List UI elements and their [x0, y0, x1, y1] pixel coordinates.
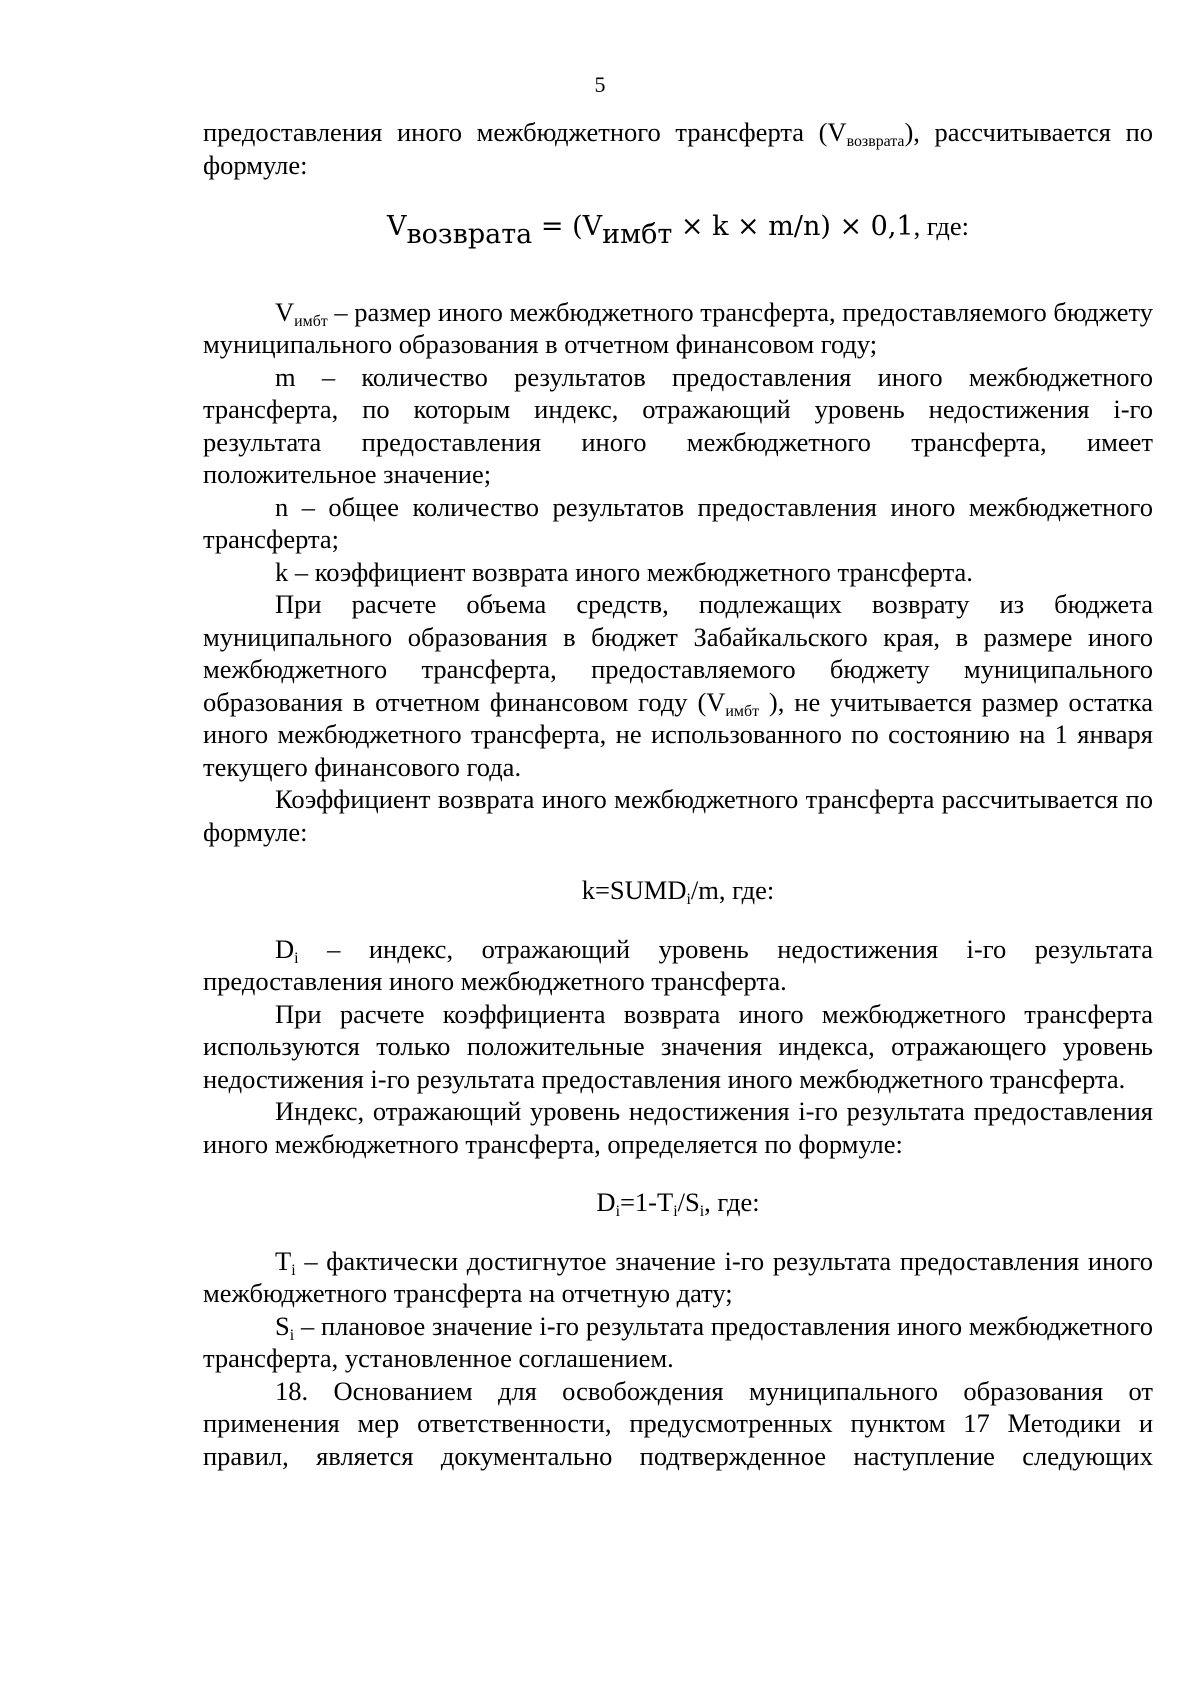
- formula-1-v-subscript: возврата: [406, 219, 533, 251]
- definition-ti: [203, 1245, 1153, 1310]
- formula-2-subscript: i: [686, 890, 691, 908]
- formula-3-s-subscript: i: [699, 1202, 705, 1220]
- paragraph-index: Индекс, отражающий уровень недостижения i-го результата предоставления иного межбюджетного трансферта, определяется по формуле:: [203, 1096, 1153, 1159]
- def-si-symbol: S: [275, 1310, 290, 1341]
- page-number: 5: [594, 72, 606, 97]
- formula-1-v: V: [386, 211, 407, 242]
- intro-subscript: возврата: [846, 132, 905, 150]
- formula-1-tail: , где:: [913, 211, 970, 241]
- definition-n: n – общее количество результатов предоставления иного межбюджетного трансферта;: [203, 491, 1153, 554]
- def-di-subscript: i: [294, 949, 299, 967]
- def-ti-text: – фактически достигнутое значение i-го результата предоставления иного межбюджетного трансферта на отчетную дату;: [203, 1245, 1153, 1308]
- formula-index: [203, 1186, 1153, 1219]
- para-calc-text-b: ), не учитывается размер остатка иного межбюджетного трансферта, не использованного по состоянию на 1 января текущего финансового года.: [203, 686, 1153, 782]
- formula-1-imbt-subscript: имбт: [602, 219, 673, 251]
- def-di-text: – индекс, отражающий уровень недостижения i-го результата предоставления иного межбюджетного трансферта.: [203, 933, 1153, 996]
- def-v-imbt-text: – размер иного межбюджетного трансферта, предоставляемого бюджету муниципального образования в отчетном финансовом году;: [203, 296, 1153, 359]
- formula-coefficient: [203, 874, 1153, 907]
- formula-3-t-subscript: i: [673, 1202, 678, 1220]
- def-ti-subscript: i: [291, 1261, 296, 1279]
- def-si-text: – плановое значение i-го результата предоставления иного межбюджетного трансферта, установленное соглашением.: [203, 1310, 1153, 1373]
- definition-m: m – количество результатов предоставления иного межбюджетного трансферта, по которым индекс, отражающий уровень недостижения i-го результата предоставления иного межбюджетного трансферта, имеет положительное значение;: [203, 361, 1153, 489]
- formula-3-tail: , где:: [704, 1187, 760, 1217]
- def-di-symbol: D: [275, 933, 295, 964]
- def-v-imbt-symbol: V: [275, 296, 295, 327]
- formula-1-eq: = (V: [532, 211, 603, 242]
- formula-3-d: D: [596, 1187, 616, 1217]
- intro-text-a: предоставления иного межбюджетного трансферта (V: [203, 117, 847, 147]
- definition-v-imbt: [203, 296, 1153, 361]
- formula-return-volume: [203, 210, 1153, 251]
- paragraph-18: 18. Основанием для освобождения муниципального образования от применения мер ответственности, предусмотренных пунктом 17 Методики и правил, является документально подтвержденное наступление следующих: [203, 1375, 1153, 1471]
- formula-2-a: k=SUMD: [581, 875, 687, 905]
- paragraph-calculation: [203, 588, 1153, 783]
- def-ti-symbol: T: [275, 1245, 292, 1276]
- formula-1-rest: × k × m/n) × 0,1: [672, 211, 914, 242]
- intro-paragraph: [203, 116, 1153, 181]
- para-calc-subscript: имбт: [725, 702, 760, 720]
- def-si-subscript: i: [289, 1326, 295, 1344]
- paragraph-positive-values: При расчете коэффициента возврата иного межбюджетного трансферта используются только положительные значения индекса, отражающего уровень недостижения i-го результата предоставления иного межбюджетного трансферта.: [203, 998, 1153, 1094]
- paragraph-coefficient: Коэффициент возврата иного межбюджетного трансферта рассчитывается по формуле:: [203, 784, 1153, 847]
- def-v-imbt-subscript: имбт: [294, 312, 328, 330]
- para-calc-text-a: При расчете объема средств, подлежащих возврату из бюджета муниципального образования в бюджет Забайкальского края, в размере иного межбюджетного трансферта, предоставляемого бюджету муниципального образования в отчетном финансовом году (V: [203, 589, 1153, 717]
- definition-k: k – коэффициент возврата иного межбюджетного трансферта.: [275, 556, 973, 587]
- formula-2-b: /m, где:: [690, 875, 775, 905]
- document-body: [203, 116, 1153, 1472]
- formula-3-slash: /S: [677, 1187, 700, 1217]
- definition-di: [203, 933, 1153, 998]
- formula-3-d-subscript: i: [615, 1202, 620, 1220]
- intro-text-b: ), рассчитывается по формуле:: [203, 117, 1154, 180]
- formula-3-mid: =1-T: [619, 1187, 674, 1217]
- definition-si: [203, 1310, 1153, 1375]
